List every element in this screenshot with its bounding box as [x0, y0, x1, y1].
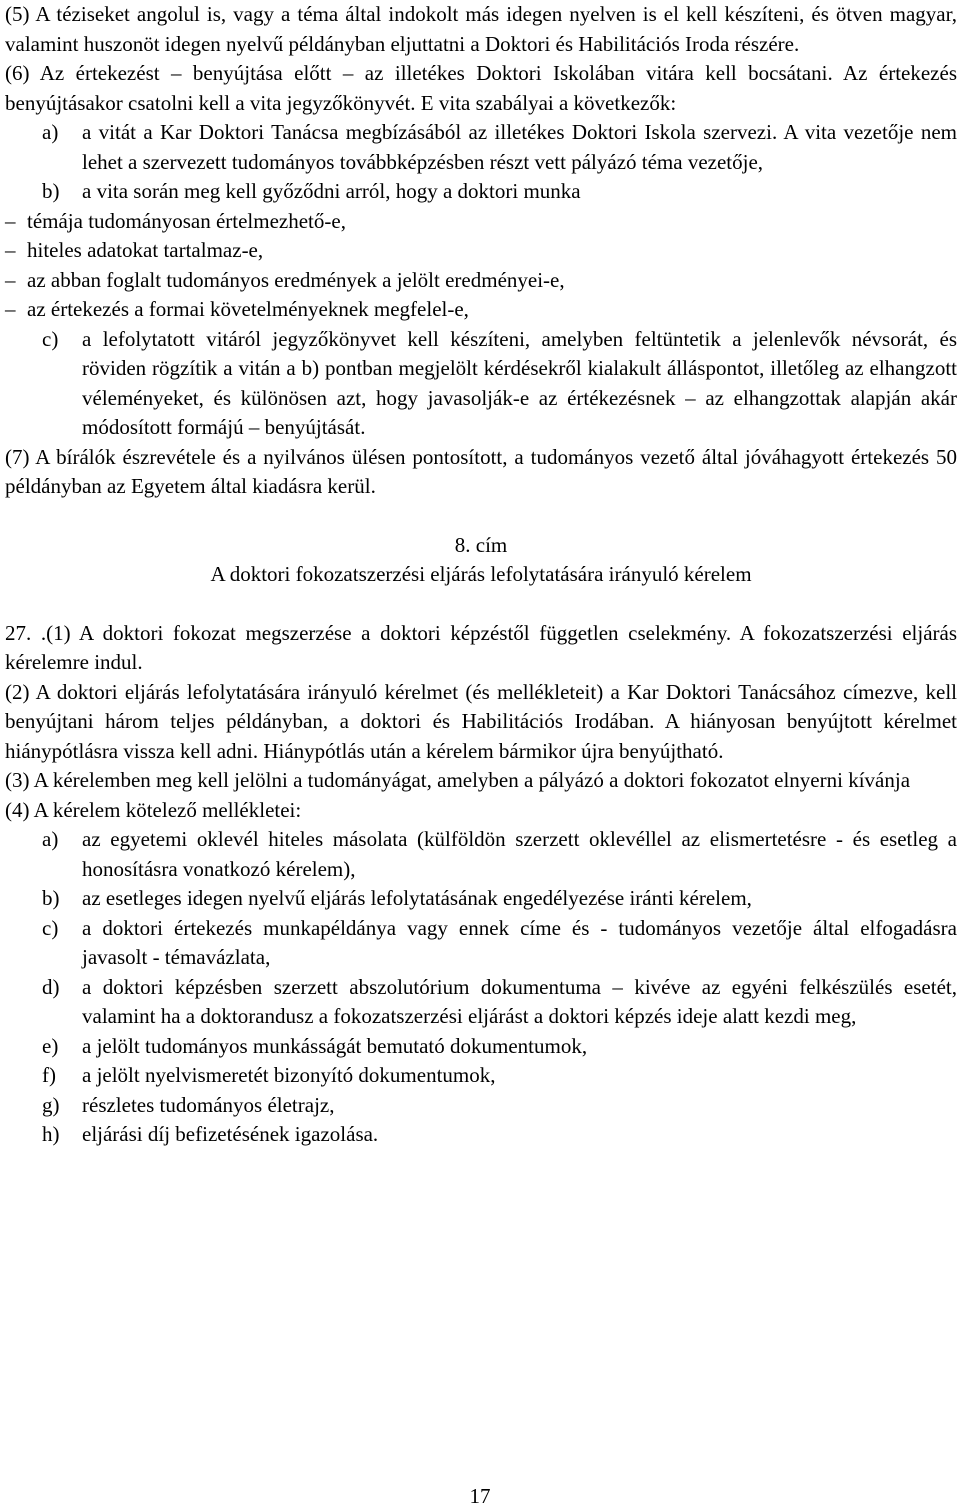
dash-item-2 — [5, 236, 957, 266]
attachment-item — [5, 825, 957, 884]
attachment-item — [5, 884, 957, 914]
list-item-text: részletes tudományos életrajz, — [82, 1092, 335, 1117]
paragraph-5: (5) A téziseket angolul is, vagy a téma által indokolt más idegen nyelven is el kell készíteni, és ötven magyar, valamint huszonöt idegen nyelvű példányban eljuttatni a Doktori és Habilitációs Iroda részére. — [5, 2, 957, 56]
list-item-text: a jelölt nyelvismeretét bizonyító dokumentumok, — [82, 1063, 496, 1087]
attachment-item — [5, 1120, 957, 1150]
list-marker: a) — [42, 120, 59, 144]
list-marker: c) — [42, 326, 59, 351]
list-item-text: az egyetemi oklevél hiteles másolata (külföldön szerzett oklevéllel az elismertetésre - és esetleg a honosításra vonatkozó kérelem), — [82, 827, 957, 881]
page-number: 17 — [469, 1484, 491, 1508]
attachment-item — [5, 1032, 957, 1062]
dash-item-text: az értekezés a formai követelményeknek megfelel-e, — [27, 297, 469, 321]
list-marker: b) — [42, 179, 60, 203]
list-item-text: a doktori értekezés munkapéldánya vagy ennek címe és - tudományos vezetője által elfogadásra javasolt - témavázlata, — [82, 915, 957, 969]
paragraph-27-1: 27. .(1) A doktori fokozat megszerzése a doktori képzéstől független cselekmény. A fokozatszerzési eljárás kérelemre indul. — [5, 620, 957, 674]
section-title: A doktori fokozatszerzési eljárás lefolytatására irányuló kérelem — [210, 562, 752, 586]
paragraph-27-4: (4) A kérelem kötelező mellékletei: — [5, 797, 302, 822]
list-item-text: az esetleges idegen nyelvű eljárás lefolytatásának engedélyezése iránti kérelem, — [82, 886, 752, 910]
list-marker: f) — [42, 1063, 56, 1087]
attachment-item — [5, 1061, 957, 1091]
list-marker: g) — [42, 1092, 60, 1117]
paragraph-6: (6) Az értekezést – benyújtása előtt – az illetékes Doktori Iskolában vitára kell bocsátani. Az értekezés benyújtásakor csatolni kell a vita jegyzőkönyvét. E vita szabályai a következők: — [5, 61, 957, 115]
section-number: 8. cím — [454, 532, 508, 557]
dash-item-text: az abban foglalt tudományos eredmények a jelölt eredményei-e, — [27, 267, 565, 292]
attachment-item — [5, 914, 957, 973]
dash-marker: – — [5, 267, 16, 292]
list-item-6c — [5, 325, 957, 443]
list-marker: c) — [42, 915, 59, 940]
paragraph-27-2: (2) A doktori eljárás lefolytatására irányuló kérelmet (és mellékleteit) a Kar Doktori Tanácsához címezve, kell benyújtani három teljes példányban, a doktori és Habilitációs Irodában. A hiányosan benyújtott kérelmet hiánypótlásra vissza kell adni. Hiánypótlás után a kérelem bármikor újra benyújtható. — [5, 679, 957, 763]
list-marker: b) — [42, 886, 60, 910]
list-item-text: eljárási díj befizetésének igazolása. — [82, 1122, 379, 1146]
dash-marker: – — [5, 238, 16, 262]
attachment-item — [5, 1091, 957, 1121]
dash-item-text: témája tudományosan értelmezhető-e, — [27, 208, 346, 233]
dash-item-4 — [5, 295, 957, 325]
list-marker: a) — [42, 827, 59, 851]
list-marker: d) — [42, 974, 60, 999]
paragraph-7: (7) A bírálók észrevétele és a nyilvános ülésen pontosított, a tudományos vezető által jóváhagyott értekezés 50 példányban az Egyetem által kiadásra kerül. — [5, 444, 957, 498]
list-item-text: a lefolytatott vitáról jegyzőkönyvet kell készíteni, amelyben feltüntetik a jelenlevők névsorát, és röviden rögzítik a vitán a b) pontban megjelölt kérdésekről kialakult álláspontot, illetőleg az elhangzott véleményeket, és különösen azt, hogy javasolják-e az értékezésnek – az elhangzottak alapján akár módosított formájú – benyújtását. — [82, 326, 957, 439]
list-marker: h) — [42, 1122, 60, 1146]
dash-item-3 — [5, 266, 957, 296]
dash-item-1 — [5, 207, 957, 237]
list-item-text: a doktori képzésben szerzett abszolutórium dokumentuma – kivéve az egyéni felkészülés esetét, valamint ha a doktorandusz a fokozatszerzési eljárást a doktori képzés ideje alatt kezdi meg, — [82, 974, 957, 1028]
attachment-item — [5, 973, 957, 1032]
dash-marker: – — [5, 208, 16, 233]
paragraph-27-3: (3) A kérelemben meg kell jelölni a tudományágat, amelyben a pályázó a doktori fokozatot elnyerni kívánja — [5, 768, 911, 792]
dash-marker: – — [5, 297, 16, 321]
list-marker: e) — [42, 1033, 59, 1058]
list-item-text: a jelölt tudományos munkásságát bemutató dokumentumok, — [82, 1033, 588, 1058]
list-item-6b — [5, 177, 957, 207]
dash-item-text: hiteles adatokat tartalmaz-e, — [27, 238, 264, 262]
list-item-text: a vita során meg kell győződni arról, hogy a doktori munka — [82, 179, 581, 203]
list-item-6a — [5, 118, 957, 177]
list-item-text: a vitát a Kar Doktori Tanácsa megbízásából az illetékes Doktori Iskola szervezi. A vita vezetője nem lehet a szervezett tudományos továbbképzésben részt vett pályázó téma vezetője, — [82, 120, 957, 174]
document-page — [5, 0, 957, 1150]
